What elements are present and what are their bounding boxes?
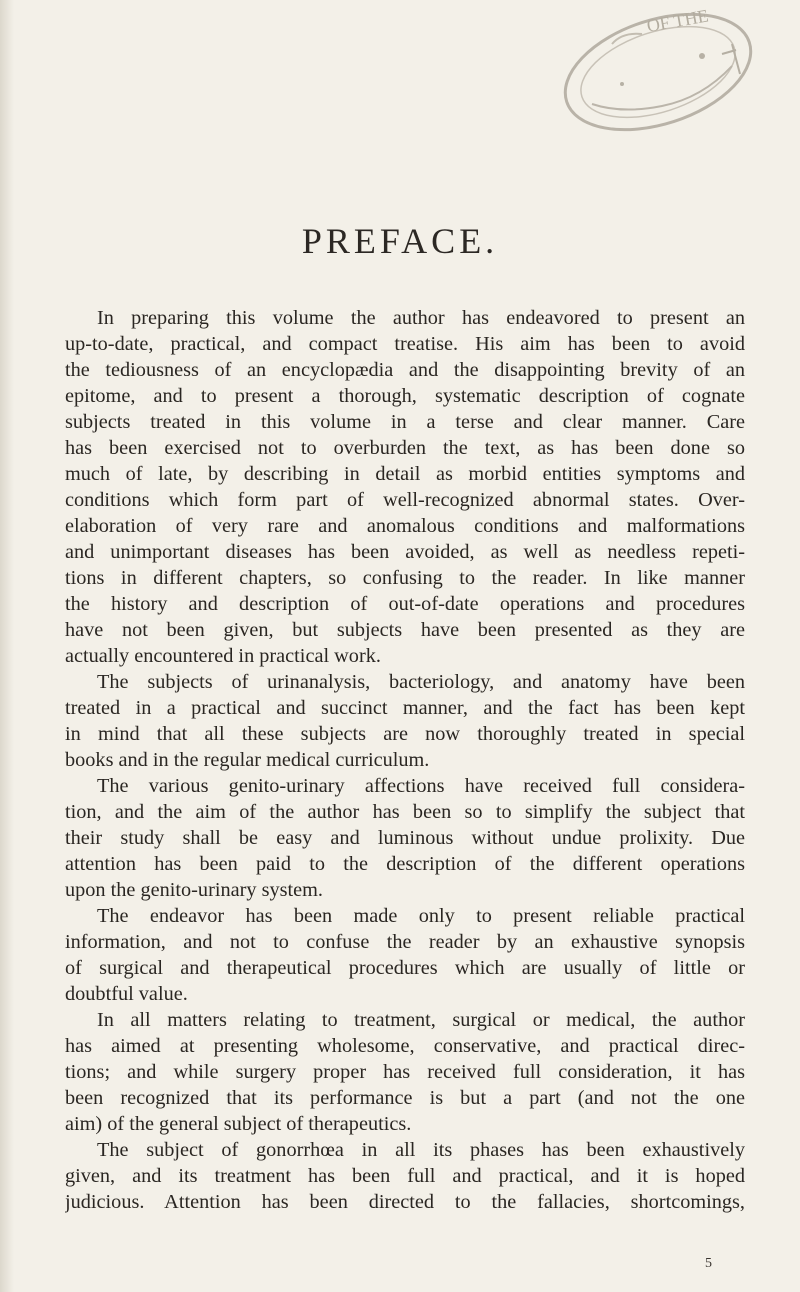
text-line: the tediousness of an encyclopædia and the disappointing brevity of an — [65, 359, 745, 381]
text-line: The endeavor has been made only to present reliable practical — [97, 905, 745, 927]
text-line: subjects treated in this volume in a terse and clear manner. Care — [65, 411, 745, 433]
text-line: aim) of the general subject of therapeutics. — [65, 1113, 412, 1135]
text-line: have not been given, but subjects have been presented as they are — [65, 619, 745, 641]
page-number: 5 — [705, 1256, 712, 1271]
text-line: much of late, by describing in detail as morbid entities symptoms and — [65, 463, 745, 485]
text-line: epitome, and to present a thorough, systematic description of cognate — [65, 385, 745, 407]
text-line: books and in the regular medical curriculum. — [65, 749, 430, 771]
text-line: of surgical and therapeutical procedures which are usually of little or — [65, 957, 745, 979]
text-line: The various genito-urinary affections have received full considera- — [97, 775, 745, 797]
text-line: upon the genito-urinary system. — [65, 879, 323, 901]
text-line: treated in a practical and succinct manner, and the fact has been kept — [65, 697, 745, 719]
text-line: information, and not to confuse the reader by an exhaustive synopsis — [65, 931, 745, 953]
text-line: attention has been paid to the description of the different operations — [65, 853, 745, 875]
text-line: conditions which form part of well-recognized abnormal states. Over- — [65, 489, 745, 511]
text-line: and unimportant diseases has been avoided, as well as needless repeti- — [65, 541, 745, 563]
page-title: PREFACE. — [301, 221, 499, 261]
text-line: the history and description of out-of-date operations and procedures — [65, 593, 745, 615]
text-line: has been exercised not to overburden the text, as has been done so — [65, 437, 745, 459]
text-line: tions in different chapters, so confusing to the reader. In like manner — [65, 567, 745, 589]
text-line: in mind that all these subjects are now thoroughly treated in special — [65, 723, 745, 745]
page-edge-shadow — [0, 0, 14, 1292]
library-stamp-icon — [552, 4, 764, 134]
text-line: been recognized that its performance is but a part (and not the one — [65, 1087, 745, 1109]
text-line: elaboration of very rare and anomalous conditions and malformations — [65, 515, 745, 537]
text-line: judicious. Attention has been directed to the fallacies, shortcomings, — [65, 1191, 745, 1213]
stamp-text: OF THE — [645, 5, 710, 36]
text-line: their study shall be easy and luminous without undue prolixity. Due — [65, 827, 745, 849]
text-line: actually encountered in practical work. — [65, 645, 381, 667]
text-line: The subject of gonorrhœa in all its phases has been exhaustively — [97, 1139, 745, 1161]
text-line: In all matters relating to treatment, surgical or medical, the author — [97, 1009, 745, 1031]
text-line: The subjects of urinanalysis, bacteriology, and anatomy have been — [97, 671, 745, 693]
text-line: tion, and the aim of the author has been so to simplify the subject that — [65, 801, 745, 823]
preface-body — [65, 305, 745, 1215]
text-line: tions; and while surgery proper has received full consideration, it has — [65, 1061, 745, 1083]
text-line: In preparing this volume the author has endeavored to present an — [97, 307, 745, 329]
text-line: doubtful value. — [65, 983, 188, 1005]
text-line: given, and its treatment has been full and practical, and it is hoped — [65, 1165, 745, 1187]
text-line: up-to-date, practical, and compact treatise. His aim has been to avoid — [65, 333, 745, 355]
library-stamp — [552, 4, 764, 134]
text-line: has aimed at presenting wholesome, conservative, and practical direc- — [65, 1035, 745, 1057]
